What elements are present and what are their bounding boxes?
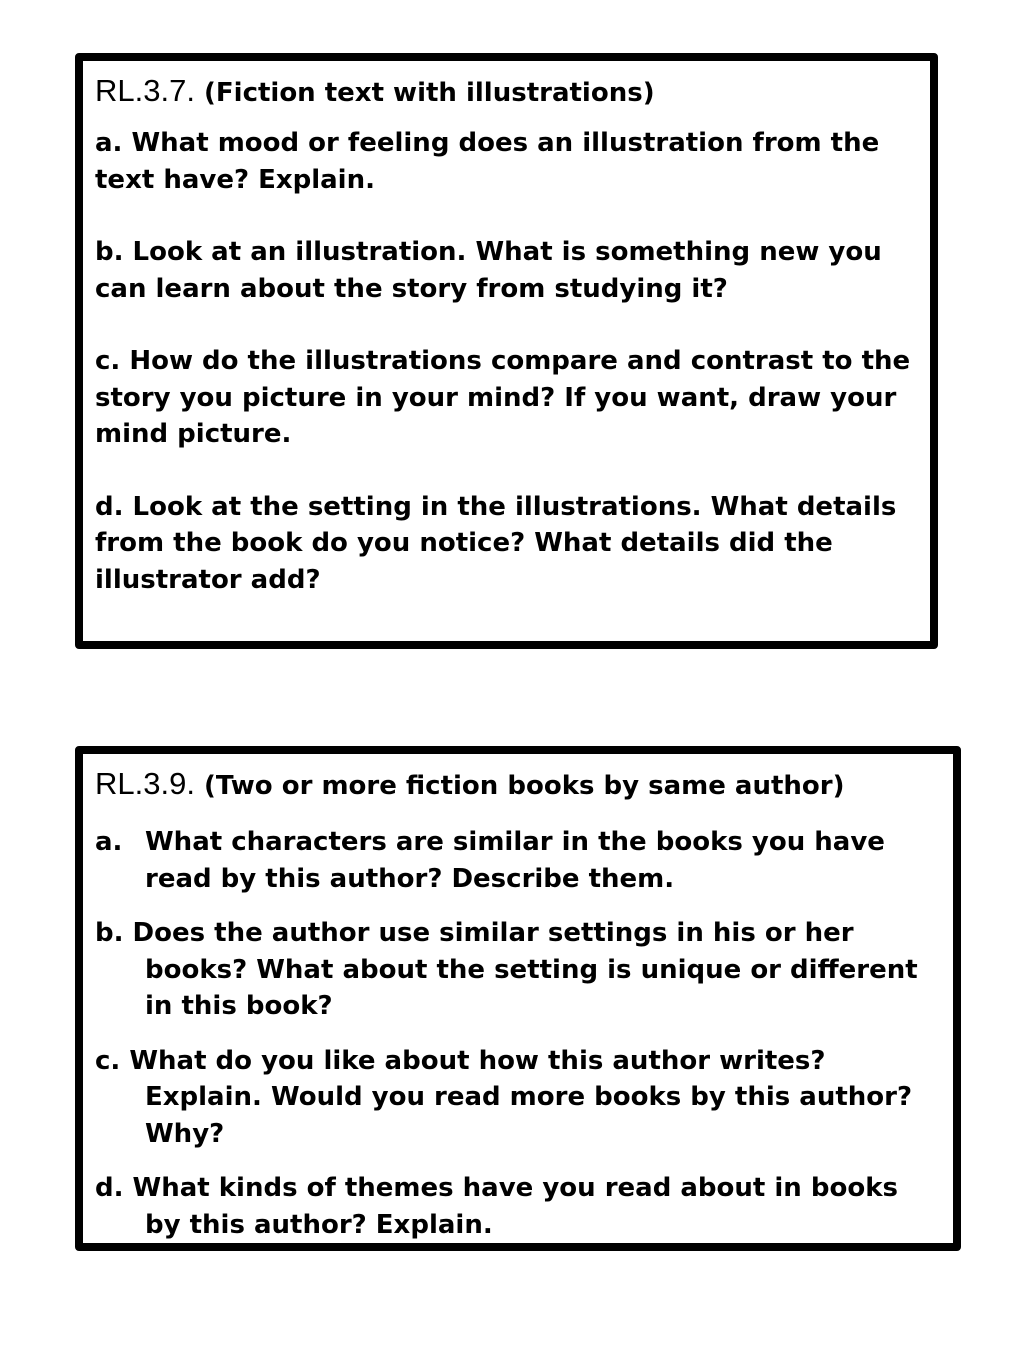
rl-3-7-card — [75, 53, 938, 649]
question-d: d. Look at the setting in the illustrations. What details from the book do you notice? What details did the illustrator add? — [95, 491, 897, 595]
question-b: b. Does the author use similar settings in his or her books? What about the setting is unique or different in this book? — [95, 918, 918, 1021]
question-a — [95, 824, 941, 897]
standard-code: RL.3.9. — [95, 766, 195, 801]
card-subtitle: (Fiction text with illustrations) — [204, 78, 655, 108]
standard-code: RL.3.7. — [95, 73, 195, 108]
rl-3-9-card — [75, 746, 961, 1251]
card-heading — [95, 71, 918, 113]
question-label: a. — [95, 827, 123, 857]
question-c: c. What do you like about how this author writes? Explain. Would you read more books by this author? Why? — [95, 1045, 913, 1149]
question-c: c. How do the illustrations compare and contrast to the story you picture in your mind? If you want, draw your mind picture. — [95, 346, 911, 449]
question-d: d. What kinds of themes have you read about in books by this author? Explain. — [95, 1173, 898, 1240]
question-text: What characters are similar in the books you have read by this author? Describe them. — [145, 827, 885, 894]
card-heading — [95, 764, 941, 806]
question-a: a. What mood or feeling does an illustration from the text have? Explain. — [95, 128, 880, 195]
card-subtitle: (Two or more fiction books by same author) — [204, 771, 845, 801]
question-b: b. Look at an illustration. What is something new you can learn about the story from studying it? — [95, 237, 882, 304]
